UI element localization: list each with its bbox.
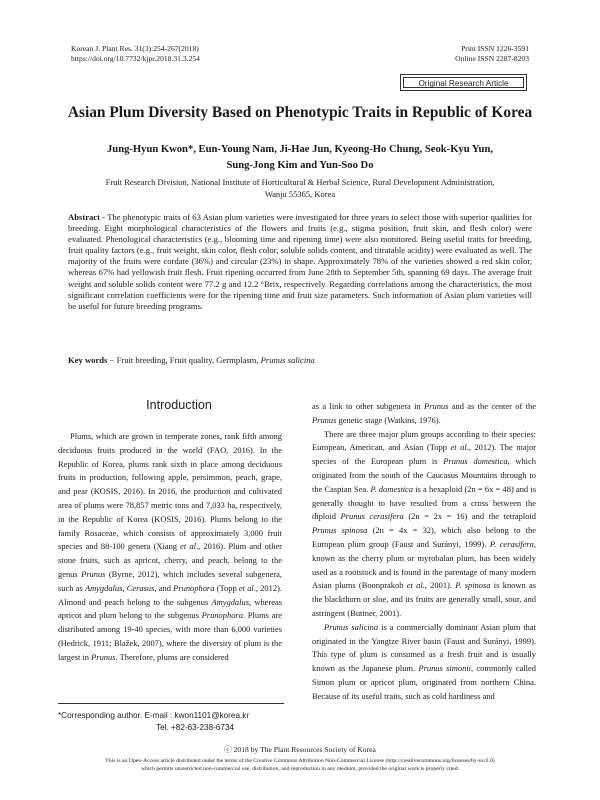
italic-term: Amygdalus bbox=[211, 596, 249, 607]
text-run: is known as the blackthorn or sloe, and its fruits are generally small, sour, and astringent (Buttner, 2001). bbox=[312, 580, 537, 618]
intro-paragraph bbox=[58, 430, 282, 665]
text-run: genetic stage (Watkins, 1976). bbox=[336, 414, 441, 425]
copyright-notice: ⓒ 2018 by The Plant Resources Society of Korea bbox=[224, 745, 376, 754]
italic-term: Prunophora bbox=[201, 610, 243, 621]
italic-term: Cerasus bbox=[126, 582, 155, 593]
intro-paragraph bbox=[312, 428, 536, 621]
article-type-label: Original Research Article bbox=[403, 77, 524, 88]
abstract bbox=[68, 212, 532, 312]
italic-term: Prunus spinosa bbox=[312, 525, 368, 536]
license-notice bbox=[40, 758, 560, 773]
italic-term: Prunus cerasifera bbox=[340, 511, 404, 522]
intro-paragraph bbox=[312, 621, 536, 704]
license-line-1: This is an Open-Access article distributed under the terms of the Creative Commons Attribution Non-Commercial License (http://creativecommons.org/licenses/by-nc/3.0) bbox=[105, 758, 495, 764]
keywords-italic: Prunus salicina bbox=[260, 355, 315, 365]
authors-line-2: Sung-Jong Kim and Yun-Soo Do bbox=[226, 160, 374, 171]
keywords-plain: Fruit breeding, Fruit quality, Germplasm, bbox=[116, 355, 259, 365]
text-run: (2n = 2x = 16) and the tetraploid bbox=[403, 511, 536, 522]
text-run: ., 2012). The major species of the European plum is bbox=[312, 442, 536, 467]
italic-term: P. cerasifera bbox=[489, 538, 534, 549]
intro-right-column bbox=[312, 400, 536, 704]
intro-paragraph-continued bbox=[312, 400, 536, 428]
italic-term: Prunus bbox=[424, 401, 449, 411]
italic-term: Prunus domestica bbox=[443, 456, 508, 467]
italic-term: Prunus salicina bbox=[324, 621, 379, 632]
keywords-label: Key words bbox=[68, 355, 108, 365]
corresponding-email: *Corresponding author. E-mail : kwon1101@korea.kr bbox=[58, 711, 250, 720]
italic-term: Prunus bbox=[91, 651, 116, 662]
authors-line-1: Jung-Hyun Kwon*, Eun-Young Nam, Ji-Hae Jun, Kyeong-Ho Chung, Seok-Kyu Yun, bbox=[107, 144, 493, 155]
italic-term: Amygdalus bbox=[84, 582, 123, 593]
italic-term: et al bbox=[450, 442, 467, 453]
corresponding-tel: Tel. +82-63-238-6734 bbox=[156, 723, 235, 732]
italic-term: Prunophora bbox=[173, 582, 215, 593]
journal-header-right bbox=[455, 44, 529, 64]
text-run: (Byrne, 2012), which includes several subgenera, such as bbox=[58, 568, 282, 593]
italic-term: Prunus bbox=[81, 568, 106, 579]
intro-left-column bbox=[58, 430, 282, 665]
text-run: , commonly called Simon plum or apricot plum, originated from northern China. Because of its useful traits, such as cold hardiness and bbox=[312, 663, 536, 701]
text-run: , whereas apricot and plum belong to the subgenus bbox=[58, 596, 282, 621]
text-run: is a commercially dominant Asian plum that originated in the Yangtze River basin (Faust and Surányi, 1999). This type of plum is consumed as a fresh fruit and is usually known as the Japanese plum. bbox=[312, 621, 536, 674]
online-issn: Online ISSN 2287-8203 bbox=[455, 54, 529, 63]
text-run: , which originated from the south of the Caucasus Mountains through to the Caspian Sea. bbox=[312, 456, 536, 494]
doi-link[interactable]: https://doi.org/10.7732/kjpr.2018.31.3.254 bbox=[71, 54, 200, 63]
italic-term: et al bbox=[406, 580, 423, 591]
keywords-dash: − bbox=[109, 355, 115, 365]
author-list bbox=[60, 142, 540, 174]
paper-title: Asian Plum Diversity Based on Phenotypic Traits in Republic of Korea bbox=[67, 104, 533, 121]
affiliation-line-2: Wanju 55365, Korea bbox=[264, 188, 336, 199]
text-run: ., 2001). bbox=[422, 580, 456, 591]
text-run: . Plums are distributed among 19-40 species, with more than 6,000 varieties (Hedrick, 1911; Blažek, 2007), where the diversity of plum is the largest in bbox=[58, 610, 282, 662]
text-run: , known as the cherry plum or myrobalan plum, has been widely used as a rootstock and is found in the parentage of many modern Asian plums (Boonprakob bbox=[312, 538, 536, 591]
keywords bbox=[68, 355, 532, 366]
text-run: Plums, which are grown in temperate zones, rank fifth among deciduous fruits produced in the world (FAO, 2016). In the Republic of Korea, plums rank sixth in place among deciduous fruits in production, following apple, persimmon, peach, grape, and pear (KOSIS, 2016). In 2016, the production and cultivated area of plums were 78,857 metric tons and 7,033 ha, respectively, in the Republic of Korea (KOSIS, 2016). Plums belong to the family Rosaceae, which consists of approximately 3,000 fruit species and 88-100 genera (Xiang bbox=[58, 431, 282, 552]
italic-term: Prunus simonii bbox=[418, 663, 471, 674]
text-run: and as the center of the bbox=[448, 401, 536, 411]
journal-citation: Korean J. Plant Res. 31(3):254-267(2018) bbox=[71, 44, 199, 53]
print-issn: Print ISSN 1226-3591 bbox=[461, 44, 529, 53]
text-run: is a hexaploid (2n = 6x = 48) and is generally thought to have resulted from a cross between the diploid bbox=[312, 483, 536, 522]
text-run: (Topp bbox=[214, 582, 239, 593]
abstract-label: Abstract - bbox=[68, 212, 106, 222]
abstract-text: The phenotypic traits of 63 Asian plum varieties were investigated for three years to select those with superior qualities for breeding. Eight morphological characteristics of the flowers and fruits (e.g., stigma position, fruit skin, and flesh color) were evaluated. Phenological characteristics (e.g., blooming time and ripening time) were also monitored. Being useful traits for breeding, fruit quality factors (e.g., fruit weight, skin color, flesh color, soluble solids content, and titratable acidity) were evaluated as well. The majority of the fruits were cordate (36%) and circular (23%) in shape. Approximately 78% of the varieties showed a red skin color, whereas 67% had yellowish fruit flesh. Fruit ripening occurred from June 28th to September 5th, spanning 69 days. The average fruit weight and soluble solids content were 77.2 g and 12.2 °Brix, respectively. Regarding correlations among the characteristics, the most significant correlation coefficients were for the ripening time and fruit size parameters. Such information of Asian plum varieties will be useful for future breeding programs. bbox=[68, 212, 532, 311]
corresponding-author-note bbox=[58, 703, 284, 734]
text-run: ., 2012). Almond and peach belong to the subgenus bbox=[58, 582, 283, 607]
journal-header-left bbox=[71, 44, 200, 64]
introduction-heading: Introduction bbox=[146, 398, 212, 412]
text-run: as a link to other subgenera in bbox=[312, 401, 425, 411]
affiliation bbox=[70, 177, 530, 200]
article-type-badge bbox=[400, 74, 527, 91]
affiliation-line-1: Fruit Research Division, National Institute of Horticultural & Herbal Science, Rural Development Administration, bbox=[105, 177, 495, 187]
text-run: , bbox=[122, 582, 127, 593]
italic-term: P. spinosa bbox=[455, 580, 491, 591]
text-run: , and bbox=[154, 582, 174, 593]
italic-term: P. domestica bbox=[370, 483, 413, 494]
text-run: (2n = 4x = 32), which also belong to the European plum group (Faust and Surányi, 1999). bbox=[312, 525, 536, 549]
text-run: . Therefore, plums are considered bbox=[115, 651, 229, 662]
license-line-2: which permits unrestricted non-commercial use, distribution, and reproduction in any medium, provided the original work is properly cited. bbox=[141, 765, 459, 772]
italic-term: et al bbox=[238, 582, 254, 593]
text-run: ., 2016). Plum and other stone fruits, such as apricot, cherry, and peach, belong to the genus bbox=[58, 541, 282, 579]
text-run: There are three major plum groups according to their species: European, American, and Asian (Topp bbox=[312, 428, 536, 453]
italic-term: et al bbox=[180, 541, 196, 552]
italic-term: Prunus bbox=[312, 414, 337, 425]
